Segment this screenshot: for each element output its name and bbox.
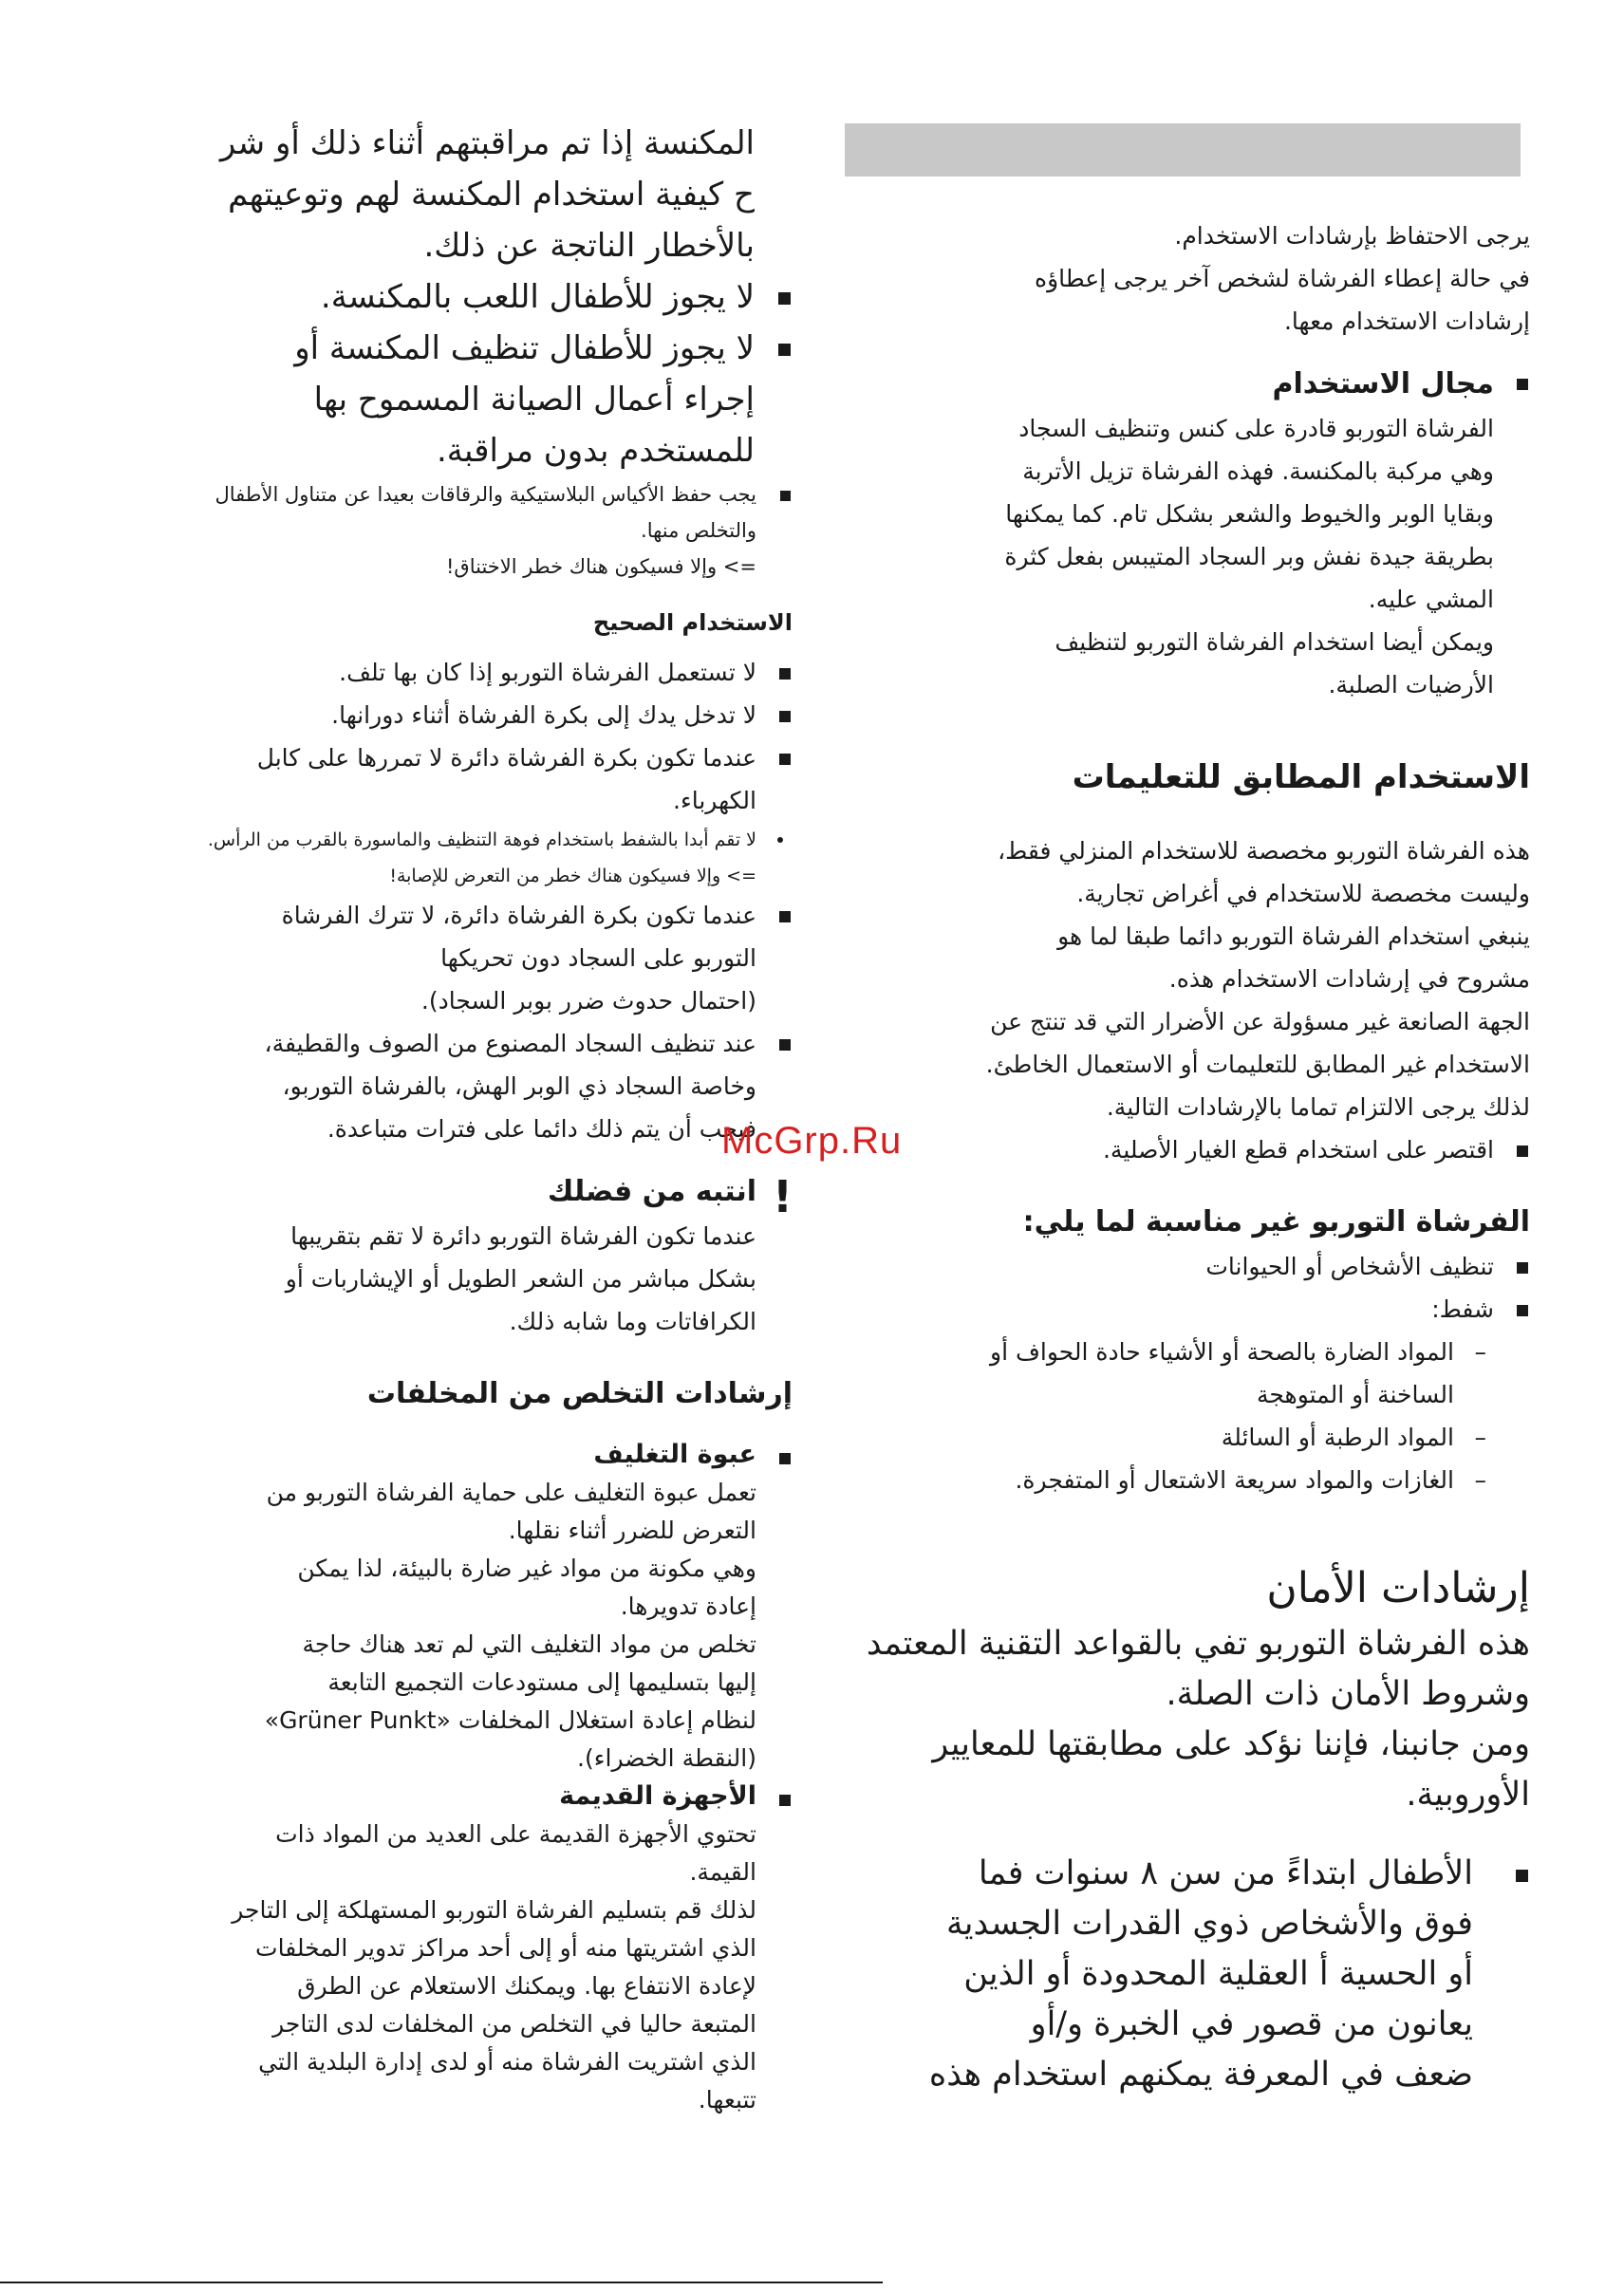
children-line: ضعف في المعرفة يمكنهم استخدام هذه — [928, 2056, 1473, 2094]
correct-use-item: لا تدخل يدك إلى بكرة الفرشاة أثناء دورانها. — [109, 694, 793, 736]
correct-use-item: لا تستعمل الفرشاة التوربو إذا كان بها تلف. — [109, 651, 793, 694]
scope-line: بطريقة جيدة نفش وبر السجاد المتيبس بفعل كثرة — [1004, 543, 1494, 570]
correct-use-item — [109, 1022, 793, 1150]
correct-use-line: (احتمال حدوث ضرر بوبر السجاد). — [420, 987, 756, 1015]
injury-warning: => وإلا فسيكون هناك خطر من التعرض للإصابة! — [389, 866, 756, 886]
children-warning — [845, 1849, 1530, 2100]
proper-use-line: مشروح في إرشادات الاستخدام هذه. — [1168, 965, 1530, 993]
proper-use-heading: الاستخدام المطابق للتعليمات — [1072, 758, 1530, 796]
unsuitable-item: تنظيف الأشخاص أو الحيوانات — [845, 1245, 1530, 1288]
section-header-bar — [845, 123, 1521, 177]
plastic-bags-item — [109, 476, 793, 585]
scope-line: ويمكن أيضا استخدام الفرشاة التوربو لتنظيف — [1055, 628, 1494, 656]
proper-use-line: وليست مخصصة للاستخدام في أغراض تجارية. — [1076, 880, 1530, 907]
watermark: McGrp.Ru — [721, 1120, 903, 1162]
correct-use-item — [109, 736, 793, 822]
proper-use-line: الاستخدام غير المطابق للتعليمات أو الاستعمال الخاطئ. — [985, 1051, 1530, 1078]
packaging-heading: عبوة التغليف — [109, 1436, 793, 1474]
old-devices-line: تحتوي الأجهزة القديمة على العديد من المواد ذات — [275, 1820, 756, 1848]
old-devices-line: الذي اشتريت الفرشاة منه أو لدى إدارة البلدية التي — [258, 2048, 756, 2076]
correct-use-line: عندما تكون بكرة الفرشاة دائرة، لا تترك الفرشاة — [281, 902, 756, 929]
no-clean-item — [109, 323, 793, 476]
plastic-bags-line: يجب حفظ الأكياس البلاستيكية والرقاقات بعيدا عن متناول الأطفال — [215, 483, 756, 506]
no-clean-line: لا يجوز للأطفال تنظيف المكنسة أو — [294, 329, 755, 367]
packaging-line: إعادة تدويرها. — [620, 1593, 756, 1620]
unsuitable-subitem: – المواد الرطبة أو السائلة — [845, 1416, 1530, 1459]
no-clean-line: للمستخدم بدون مراقبة. — [437, 432, 755, 470]
original-parts-item: اقتصر على استخدام قطع الغيار الأصلية. — [845, 1128, 1530, 1171]
old-devices-body — [109, 1816, 793, 2119]
old-devices-line: لإعادة الانتفاع بها. ويمكنك الاستعلام عن الطرق — [297, 1972, 756, 2000]
attention-line: الكرافاتات وما شابه ذلك. — [509, 1308, 756, 1335]
children-line: فوق والأشخاص ذوي القدرات الجسدية — [946, 1905, 1473, 1943]
proper-use-line: هذه الفرشاة التوربو مخصصة للاستخدام المنزلي فقط، — [998, 837, 1530, 865]
correct-use-line: لا تقم أبدا بالشفط باستخدام فوهة التنظيف والماسورة بالقرب من الرأس. — [207, 829, 756, 850]
correct-use-heading: الاستخدام الصحيح — [592, 609, 793, 636]
unsuitable-item: شفط: — [845, 1288, 1530, 1331]
disposal-heading: إرشادات التخلص من المخلفات — [366, 1377, 793, 1410]
proper-use-line: لذلك يرجى الالتزام تماما بالإرشادات التالية. — [1106, 1093, 1530, 1121]
correct-use-item — [109, 822, 793, 894]
packaging-body — [109, 1474, 793, 1778]
packaging-line: لنظام إعادة استغلال المخلفات «Grüner Punkt» — [264, 1706, 756, 1734]
old-devices-line: المتبعة حاليا في التخلص من المخلفات لدى التاجر — [272, 2010, 756, 2038]
scope-line: المشي عليه. — [1368, 586, 1494, 613]
correct-use-line: عندما تكون بكرة الفرشاة دائرة لا تمررها على كابل — [256, 744, 756, 772]
safety-line: هذه الفرشاة التوربو تفي بالقواعد التقنية المعتمد — [866, 1625, 1530, 1663]
children-line: يعانون من قصور في الخبرة و/أو — [1030, 2005, 1473, 2043]
packaging-line: إليها بتسليمها إلى مستودعات التجميع التابعة — [327, 1668, 756, 1696]
continuation-line: المكنسة إذا تم مراقبتهم أثناء ذلك أو شر — [219, 124, 755, 162]
children-line: أو الحسية أ العقلية المحدودة أو الذين — [963, 1955, 1473, 1993]
attention-box — [109, 1169, 793, 1343]
scope-heading: مجال الاستخدام — [845, 362, 1530, 407]
old-devices-line: لذلك قم بتسليم الفرشاة التوربو المستهلكة إلى التاجر — [232, 1896, 756, 1924]
no-play-item: لا يجوز للأطفال اللعب بالمكنسة. — [109, 271, 793, 323]
plastic-bags-line: والتخلص منها. — [641, 519, 756, 542]
children-continuation — [109, 118, 793, 271]
packaging-line: وهي مكونة من مواد غير ضارة بالبيئة، لذا يمكن — [297, 1555, 756, 1582]
correct-use-line: التوربو على السجاد دون تحريكها — [440, 944, 756, 972]
continuation-line: بالأخطار الناتجة عن ذلك. — [423, 227, 755, 265]
scope-line: وهي مركبة بالمكنسة. فهذه الفرشاة تزيل الأتربة — [1022, 457, 1494, 485]
correct-use-line: عند تنظيف السجاد المصنوع من الصوف والقطيفة، — [264, 1030, 756, 1057]
proper-use-line: الجهة الصانعة غير مسؤولة عن الأضرار التي قد تنتج عن — [990, 1008, 1530, 1035]
scope-body — [845, 407, 1530, 706]
packaging-line: تعمل عبوة التغليف على حماية الفرشاة التوربو من — [266, 1479, 756, 1506]
children-line: الأطفال ابتداءً من سن ٨ سنوات فما — [978, 1854, 1473, 1892]
scope-line: الفرشاة التوربو قادرة على كنس وتنظيف السجاد — [1018, 415, 1494, 442]
intro-line: في حالة إعطاء الفرشاة لشخص آخر يرجى إعطاؤه — [1035, 265, 1530, 292]
old-devices-line: القيمة. — [689, 1858, 756, 1886]
correct-use-item — [109, 894, 793, 1022]
correct-use-line: وخاصة السجاد ذي الوبر الهش، بالفرشاة التوربو، — [282, 1072, 756, 1100]
scope-line: الأرضيات الصلبة. — [1328, 671, 1494, 698]
safety-line: الأوروبية. — [1406, 1776, 1530, 1814]
unsuitable-subitem-cont: الساخنة أو المتوهجة — [1257, 1381, 1454, 1408]
safety-line: وشروط الأمان ذات الصلة. — [1166, 1675, 1530, 1713]
left-column — [109, 118, 793, 2119]
unsuitable-subitem: – المواد الضارة بالصحة أو الأشياء حادة الحواف أو — [845, 1331, 1530, 1373]
footer-rule — [0, 2282, 883, 2283]
suffocation-warning: => وإلا فسيكون هناك خطر الاختناق! — [446, 555, 756, 578]
no-clean-line: إجراء أعمال الصيانة المسموح بها — [313, 381, 755, 419]
unsuitable-subitem: – الغازات والمواد سريعة الاشتعال أو المتفجرة. — [845, 1459, 1530, 1501]
unsuitable-heading: الفرشاة التوربو غير مناسبة لما يلي: — [1022, 1205, 1530, 1239]
packaging-line: التعرض للضرر أثناء نقلها. — [508, 1517, 756, 1544]
intro-line: إرشادات الاستخدام معها. — [1283, 307, 1530, 335]
intro-line: يرجى الاحتفاظ بإرشادات الاستخدام. — [1174, 222, 1530, 250]
old-devices-line: الذي اشتريتها منه أو إلى أحد مراكز تدوير المخلفات — [255, 1934, 756, 1962]
attention-heading: انتبه من فضلك — [547, 1175, 756, 1208]
continuation-line: ح كيفية استخدام المكنسة لهم وتوعيتهم — [228, 176, 755, 214]
correct-use-line: فيجب أن يتم ذلك دائما على فترات متباعدة. — [327, 1115, 756, 1143]
old-devices-line: تتبعها. — [698, 2086, 756, 2114]
proper-use-line: ينبغي استخدام الفرشاة التوربو دائما طبقا لما هو — [1057, 922, 1530, 950]
right-column — [845, 123, 1530, 2100]
correct-use-line: الكهرباء. — [673, 787, 756, 814]
safety-line: ومن جانبنا، فإننا نؤكد على مطابقتها للمعايير — [932, 1725, 1530, 1763]
old-devices-heading: الأجهزة القديمة — [109, 1778, 793, 1816]
attention-line: بشكل مباشر من الشعر الطويل أو الإيشاربات أو — [285, 1265, 756, 1293]
scope-line: وبقايا الوبر والخيوط والشعر بشكل تام. كما يمكنها — [1005, 500, 1494, 528]
exclamation-icon: ! — [773, 1171, 793, 1222]
packaging-line: (النقطة الخضراء). — [577, 1744, 756, 1772]
safety-heading: إرشادات الأمان — [1266, 1564, 1530, 1612]
attention-line: عندما تكون الفرشاة التوربو دائرة لا تقم بتقريبها — [290, 1222, 756, 1250]
packaging-line: تخلص من مواد التغليف التي لم تعد هناك حاجة — [302, 1630, 756, 1658]
